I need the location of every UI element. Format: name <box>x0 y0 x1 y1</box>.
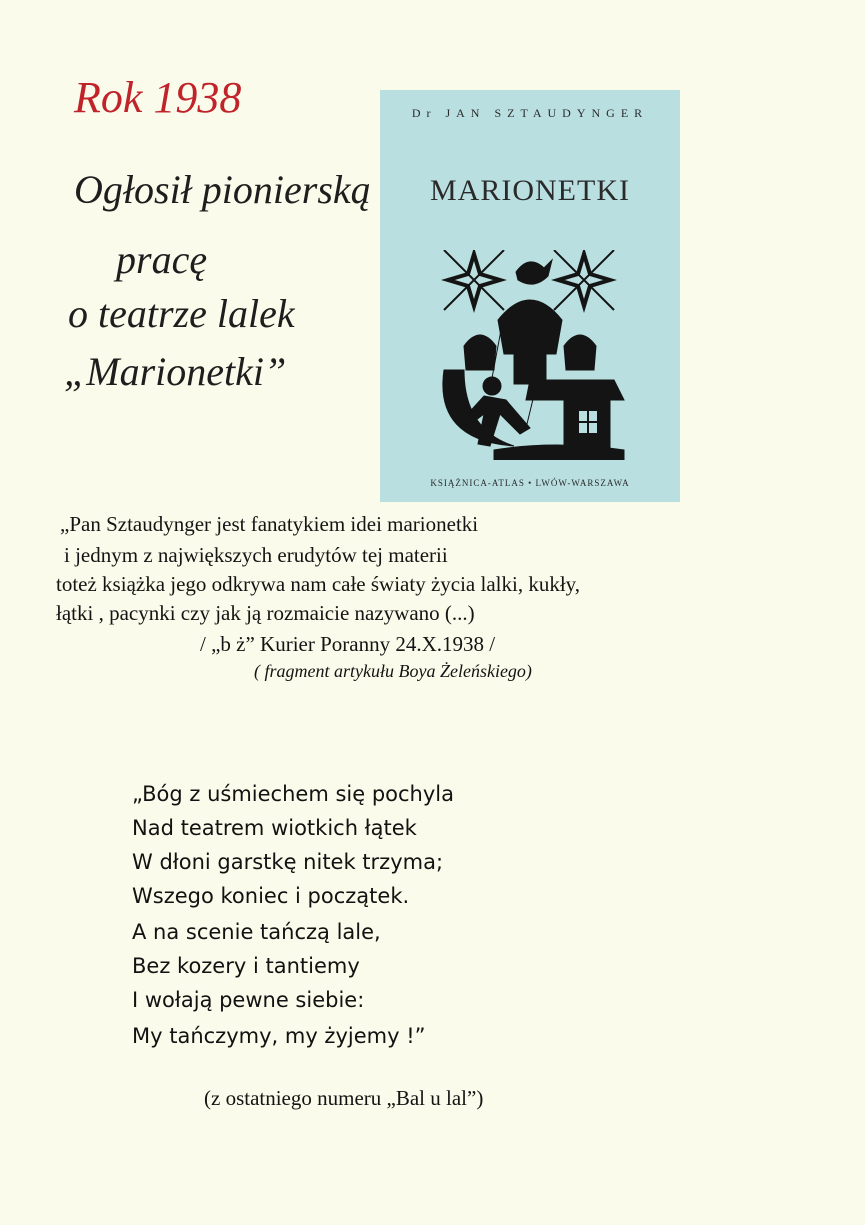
cover-publisher: KSIĄŻNICA-ATLAS • LWÓW-WARSZAWA <box>430 478 630 488</box>
poem-line-4: Wszego koniec i początek. <box>132 884 410 908</box>
quote-source-note: ( fragment artykułu Boya Żeleńskiego) <box>254 661 532 681</box>
poem-line-1: „Bóg z uśmiechem się pochyla <box>132 782 454 806</box>
cover-author: Dr JAN SZTAUDYNGER <box>411 106 649 120</box>
poem-source: (z ostatniego numeru „Bal u lal”) <box>204 1086 484 1110</box>
poem-line-8: My tańczymy, my żyjemy !” <box>132 1024 426 1048</box>
book-cover <box>380 90 680 502</box>
headline-line-2: pracę <box>116 237 208 282</box>
quote-line-1: „Pan Sztaudynger jest fanatykiem idei marionetki <box>60 512 479 536</box>
headline-line-3: o teatrze lalek <box>68 291 295 336</box>
year-heading: Rok 1938 <box>74 73 242 122</box>
puppet-woodcut-icon <box>434 250 626 460</box>
poem-line-7: I wołają pewne siebie: <box>132 988 365 1012</box>
poem-line-6: Bez kozery i tantiemy <box>132 954 360 978</box>
quote-line-3: toteż książka jego odkrywa nam całe światy życia lalki, kukły, <box>56 572 581 596</box>
poem-line-2: Nad teatrem wiotkich łątek <box>132 816 417 840</box>
headline-line-1: Ogłosił pionierską <box>74 167 371 212</box>
headline-line-4: „Marionetki” <box>64 349 287 394</box>
quote-citation: / „b ż” Kurier Poranny 24.X.1938 / <box>200 632 496 656</box>
cover-title: MARIONETKI <box>430 174 630 207</box>
quote-line-2: i jednym z największych erudytów tej materii <box>64 543 448 567</box>
quote-line-4: łątki , pacynki czy jak ją rozmaicie nazywano (...) <box>56 601 475 625</box>
poem-line-3: W dłoni garstkę nitek trzyma; <box>132 850 444 874</box>
poem-line-5: A na scenie tańczą lale, <box>132 920 381 944</box>
